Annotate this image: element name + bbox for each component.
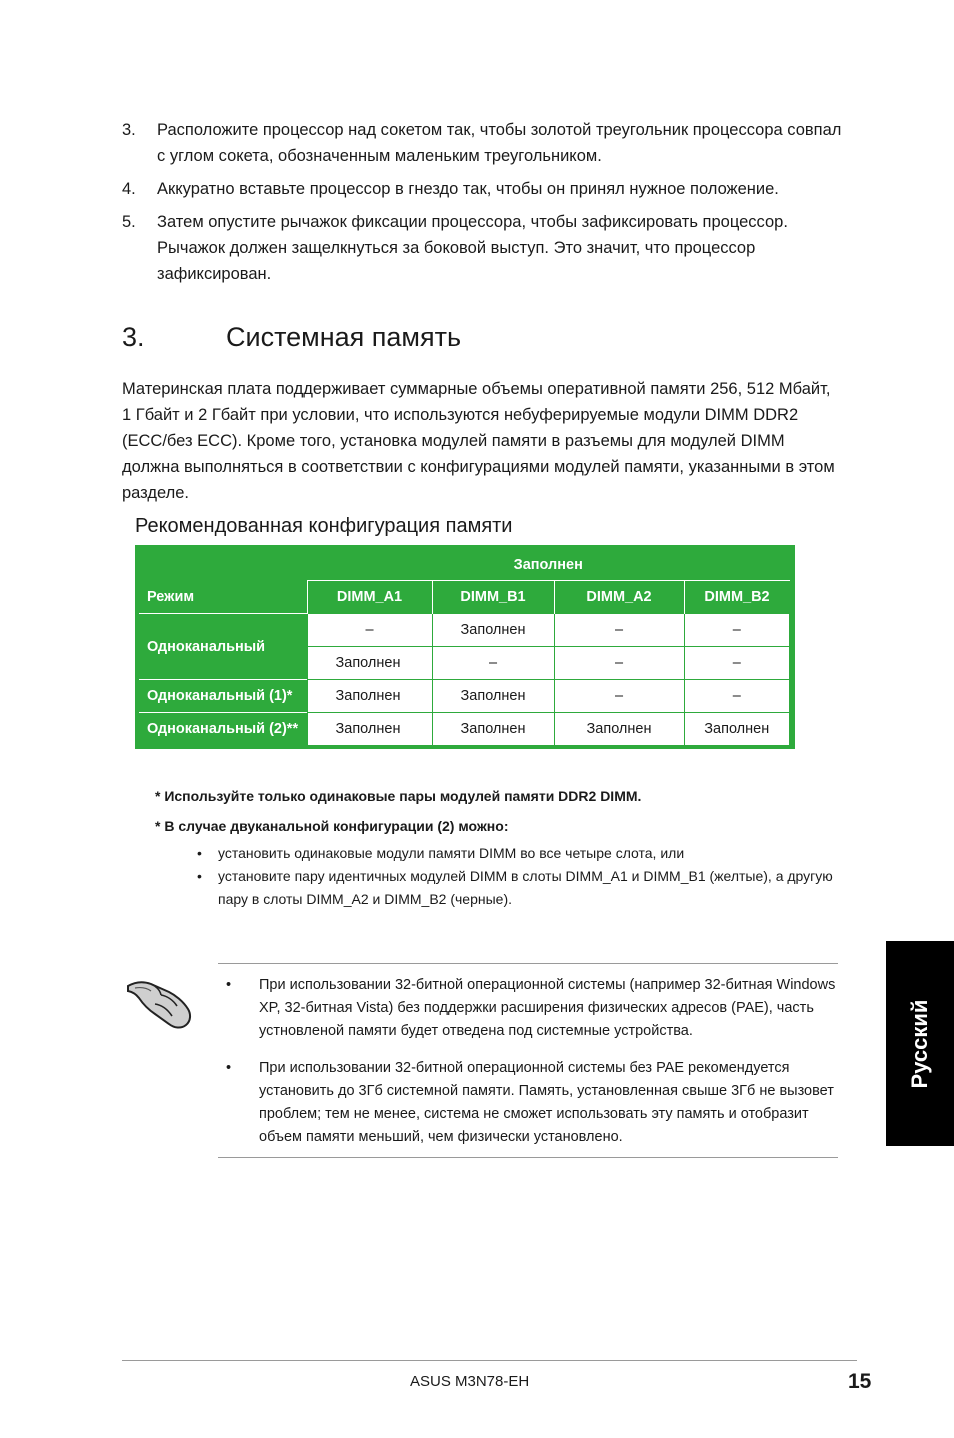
column-header-dimm-a2: DIMM_A2 [554,581,684,614]
table-cell: – [554,680,684,713]
table-header-spacer [139,549,307,581]
table-cell: – [684,647,790,680]
step-text: Расположите процессор над сокетом так, чтобы золотой треугольник процессора совпал с углом сокета, обозначенным маленьким треугольником. [157,121,842,165]
row-mode-label: Одноканальный [139,614,307,680]
note-ddr2-pairs: * Используйте только одинаковые пары модулей памяти DDR2 DIMM. [155,788,642,804]
table-row [139,614,790,647]
footer-model-name: ASUS M3N78-EH [410,1373,530,1390]
table-cell: – [684,614,790,647]
table-cell: – [554,647,684,680]
step-text: Затем опустите рычажок фиксации процессора, чтобы зафиксировать процессор. Рычажок должен защелкнуться за боковой выступ. Это значит, что процессор зафиксирован. [157,213,788,283]
footer-divider [122,1360,857,1361]
table-cell: Заполнен [684,713,790,746]
step-item [122,209,842,287]
table-cell: – [554,614,684,647]
language-side-tab [886,941,954,1146]
table-title: Рекомендованная конфигурация памяти [135,515,513,537]
column-header-mode: Режим [147,588,195,605]
table-cell: Заполнен [432,680,554,713]
step-number: 3. [122,121,136,139]
info-note-box [218,963,838,1158]
table-group-header-row [139,549,790,581]
table-cell: Заполнен [432,614,554,647]
info-list [218,964,838,1149]
note-dual-channel: * В случае двуканальной конфигурации (2) можно: [155,818,509,834]
row-mode-label: Одноканальный (1)* [139,680,307,713]
table-row [139,680,790,713]
table-row [139,713,790,746]
note-bullet-list [197,842,845,911]
step-number: 5. [122,213,136,231]
table-notes [155,788,845,911]
page-number: 15 [848,1370,872,1393]
section-number: 3. [122,322,145,352]
column-header-dimm-b1: DIMM_B1 [432,581,554,614]
column-header-dimm-b2: DIMM_B2 [684,581,790,614]
table-cell: Заполнен [307,680,432,713]
step-item [122,117,842,169]
pointing-hand-icon [125,968,195,1030]
table-cell: Заполнен [432,713,554,746]
column-header-dimm-a1: DIMM_A1 [307,581,432,614]
step-text: Аккуратно вставьте процессор в гнездо так, чтобы он принял нужное положение. [157,180,779,198]
intro-paragraph: Материнская плата поддерживает суммарные объемы оперативной памяти 256, 512 Мбайт, 1 Гбайт и 2 Гбайт при условии, что используются небуферируемые модули DIMM DDR2 (ECC/без ECC). Кроме того, установка модулей памяти в разъемы для модулей DIMM должна выполняться в соответствии с конфигурациями модулей памяти, указанными в этом разделе. [122,380,835,502]
list-item: • При использовании 32-битной операционной системы (например 32-битная Windows XP, 32-битная Vista) без поддержки расширения физических адресов (PAE), часть устновленой памяти будет отведена под системные устройства. [218,974,838,1043]
list-item: • установить одинаковые модули памяти DIMM во все четыре слота, или [197,842,845,865]
memory-config-table [135,545,795,749]
table-cell: Заполнен [307,713,432,746]
table-cell: Заполнен [307,647,432,680]
table-cell: – [684,680,790,713]
table-cell: Заполнен [554,713,684,746]
row-mode-label: Одноканальный (2)** [139,713,307,746]
table-column-header-row [139,581,790,614]
language-label: Русский [907,999,932,1088]
step-number: 4. [122,180,136,198]
section-heading [122,322,461,353]
table-cell: – [307,614,432,647]
list-item: • При использовании 32-битной операционной системы без PAE рекомендуется установить до 3Гб системной памяти. Память, установленная свыше 3Гб не вызовет проблем; тем не менее, система не сможет использовать эту память и отобразит объем памяти меньший, чем физически установлено. [218,1057,838,1149]
table-group-header: Заполнен [307,549,790,581]
table-cell: – [432,647,554,680]
procedure-steps [122,117,842,294]
step-item [122,176,842,202]
list-item: • установите пару идентичных модулей DIMM в слоты DIMM_A1 и DIMM_B1 (желтые), а другую пару в слоты DIMM_A2 и DIMM_B2 (черные). [197,865,845,911]
section-title: Системная память [226,322,462,352]
